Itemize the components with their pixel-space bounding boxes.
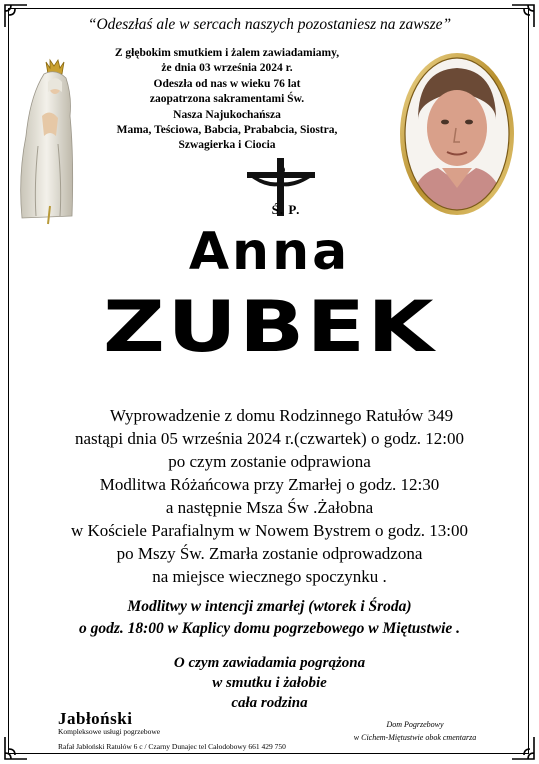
funeral-line: po Mszy Św. Zmarła zostanie odprowadzona: [116, 544, 423, 563]
funeral-line: w Kościele Parafialnym w Nowem Bystrem o godz. 13:00: [70, 521, 469, 540]
last-name: ZUBEK: [102, 286, 437, 368]
funeral-line: a następnie Msza Św .Żałobna: [165, 498, 374, 517]
prayer-line: o godz. 18:00 w Kaplicy domu pogrzebowego w Miętustwie .: [78, 620, 461, 637]
portrait-photo: [398, 50, 516, 218]
motto: “Odeszłaś ale w sercach naszych pozostaniesz na zawsze”: [87, 16, 452, 33]
announcement-line: Mama, Teściowa, Babcia, Prababcia, Siostra,: [116, 124, 338, 137]
funeral-home-name: Jabłoński: [58, 709, 133, 728]
funeral-home-address: Rafał Jabłoński Ratułów 6 c / Czarny Dunajec tel Całodobowy 661 429 750: [58, 742, 286, 751]
funeral-line: nastąpi dnia 05 września 2024 r.(czwartek) o godz. 12:00: [75, 429, 464, 448]
corner-ornament-bottom-right: [510, 735, 536, 761]
funeral-line: Modlitwa Różańcowa przy Zmarłej o godz. 12:30: [99, 475, 440, 494]
funeral-home-logo: [58, 710, 308, 752]
funeral-line: Wyprowadzenie z domu Rodzinnego Ratułów 349: [109, 406, 454, 425]
family-signature: [0, 653, 539, 713]
announcement-text: [92, 46, 362, 154]
first-name: Anna: [188, 222, 351, 282]
prayer-info: [0, 596, 539, 640]
home-note-line: w Cichem-Miętustwie obok cmentarza: [353, 733, 477, 742]
home-note-line: Dom Pogrzebowy: [386, 720, 444, 729]
family-line: cała rodzina: [231, 695, 308, 711]
announcement-line: Nasza Najukochańsza: [173, 108, 281, 121]
family-line: w smutku i żałobie: [212, 675, 327, 691]
funeral-details: [0, 404, 539, 588]
family-line: O czym zawiadamia pogrążona: [173, 655, 366, 671]
funeral-home-subtitle: Kompleksowe usługi pogrzebowe: [58, 727, 161, 736]
announcement-line: Szwagierka i Ciocia: [178, 139, 276, 152]
announcement-line: Z głębokim smutkiem i żalem zawiadamiamy,: [114, 47, 340, 59]
announcement-line: Odeszła od nas w wieku 76 lat: [153, 77, 301, 90]
prayer-line: Modlitwy w intencji zmarłej (wtorek i Środa): [127, 598, 412, 615]
madonna-statue-image: [14, 56, 76, 226]
funeral-line: po czym zostanie odprawiona: [168, 452, 371, 471]
funeral-line: na miejsce wiecznego spoczynku .: [152, 567, 387, 586]
funeral-home-note: [320, 718, 510, 744]
corner-ornament-bottom-left: [3, 735, 29, 761]
sp-abbreviation: Ś. P.: [271, 202, 301, 217]
announcement-line: że dnia 03 września 2024 r.: [161, 62, 293, 75]
announcement-line: zaopatrzona sakramentami Św.: [149, 93, 305, 106]
